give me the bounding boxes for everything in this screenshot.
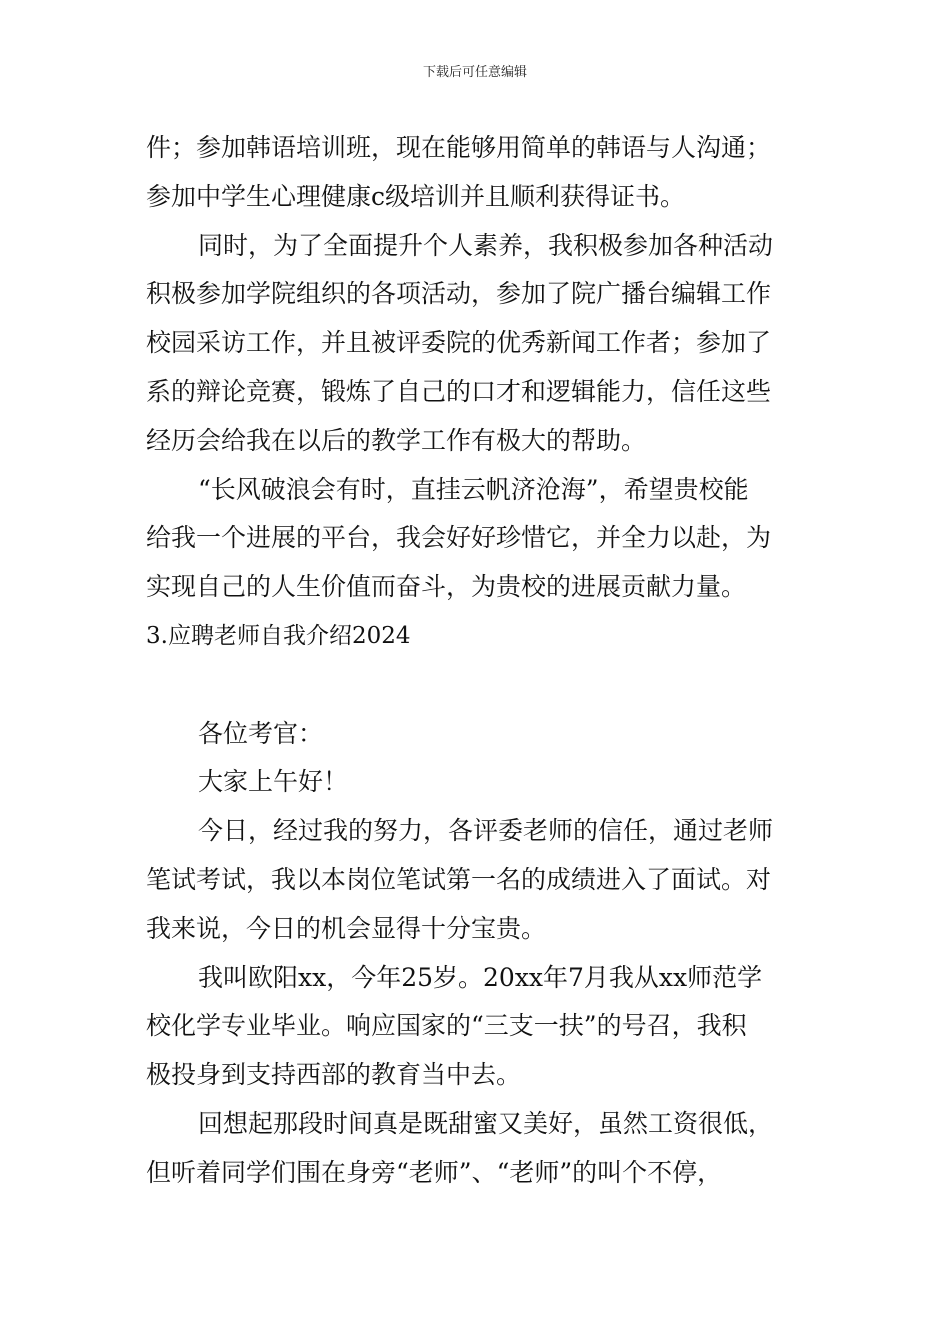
- paragraph-start-line: 回想起那段时间真是既甜蜜又美好，虽然工资很低，: [198, 1108, 774, 1138]
- text-line: 经历会给我在以后的教学工作有极大的帮助。: [146, 425, 647, 455]
- text-line: 系的辩论竞赛，锻炼了自己的口才和逻辑能力，信任这些: [146, 376, 772, 406]
- text-line: 校化学专业毕业。响应国家的“三支一扶”的号召，我积: [146, 1011, 747, 1041]
- text-line: 给我一个进展的平台，我会好好珍惜它，并全力以赴，为: [146, 523, 772, 553]
- document-body: [146, 124, 816, 1198]
- text-line: 我来说，今日的机会显得十分宝贵。: [146, 913, 547, 943]
- greeting-line: 大家上午好！: [198, 767, 349, 797]
- section-heading: 3.应聘老师自我介绍2024: [146, 622, 411, 649]
- text-line: 参加中学生心理健康c级培训并且顺利获得证书。: [146, 181, 686, 211]
- paragraph-start-line: 我叫欧阳xx，今年25岁。20xx年7月我从xx师范学: [198, 962, 763, 992]
- blank-line: [146, 661, 816, 710]
- paragraph-start-line: 同时，为了全面提升个人素养，我积极参加各种活动: [198, 230, 774, 260]
- text-line: 笔试考试，我以本岗位笔试第一名的成绩进入了面试。对: [146, 864, 772, 894]
- text-line: 积极参加学院组织的各项活动，参加了院广播台编辑工作: [146, 279, 772, 309]
- salutation-line: 各位考官：: [198, 718, 324, 748]
- paragraph-start-line: “长风破浪会有时，直挂云帆济沧海”，希望贵校能: [198, 474, 749, 504]
- text-line: 但听着同学们围在身旁“老师”、“老师”的叫个不停，: [146, 1157, 723, 1187]
- page-header-caption: 下载后可任意编辑: [422, 65, 527, 80]
- text-line: 实现自己的人生价值而奋斗，为贵校的进展贡献力量。: [146, 572, 747, 602]
- text-line: 校园采访工作，并且被评委院的优秀新闻工作者；参加了: [146, 328, 772, 358]
- paragraph-start-line: 今日，经过我的努力，各评委老师的信任，通过老师: [198, 816, 774, 846]
- text-line: 件；参加韩语培训班，现在能够用简单的韩语与人沟通；: [146, 133, 772, 162]
- text-line: 极投身到支持西部的教育当中去。: [146, 1060, 522, 1090]
